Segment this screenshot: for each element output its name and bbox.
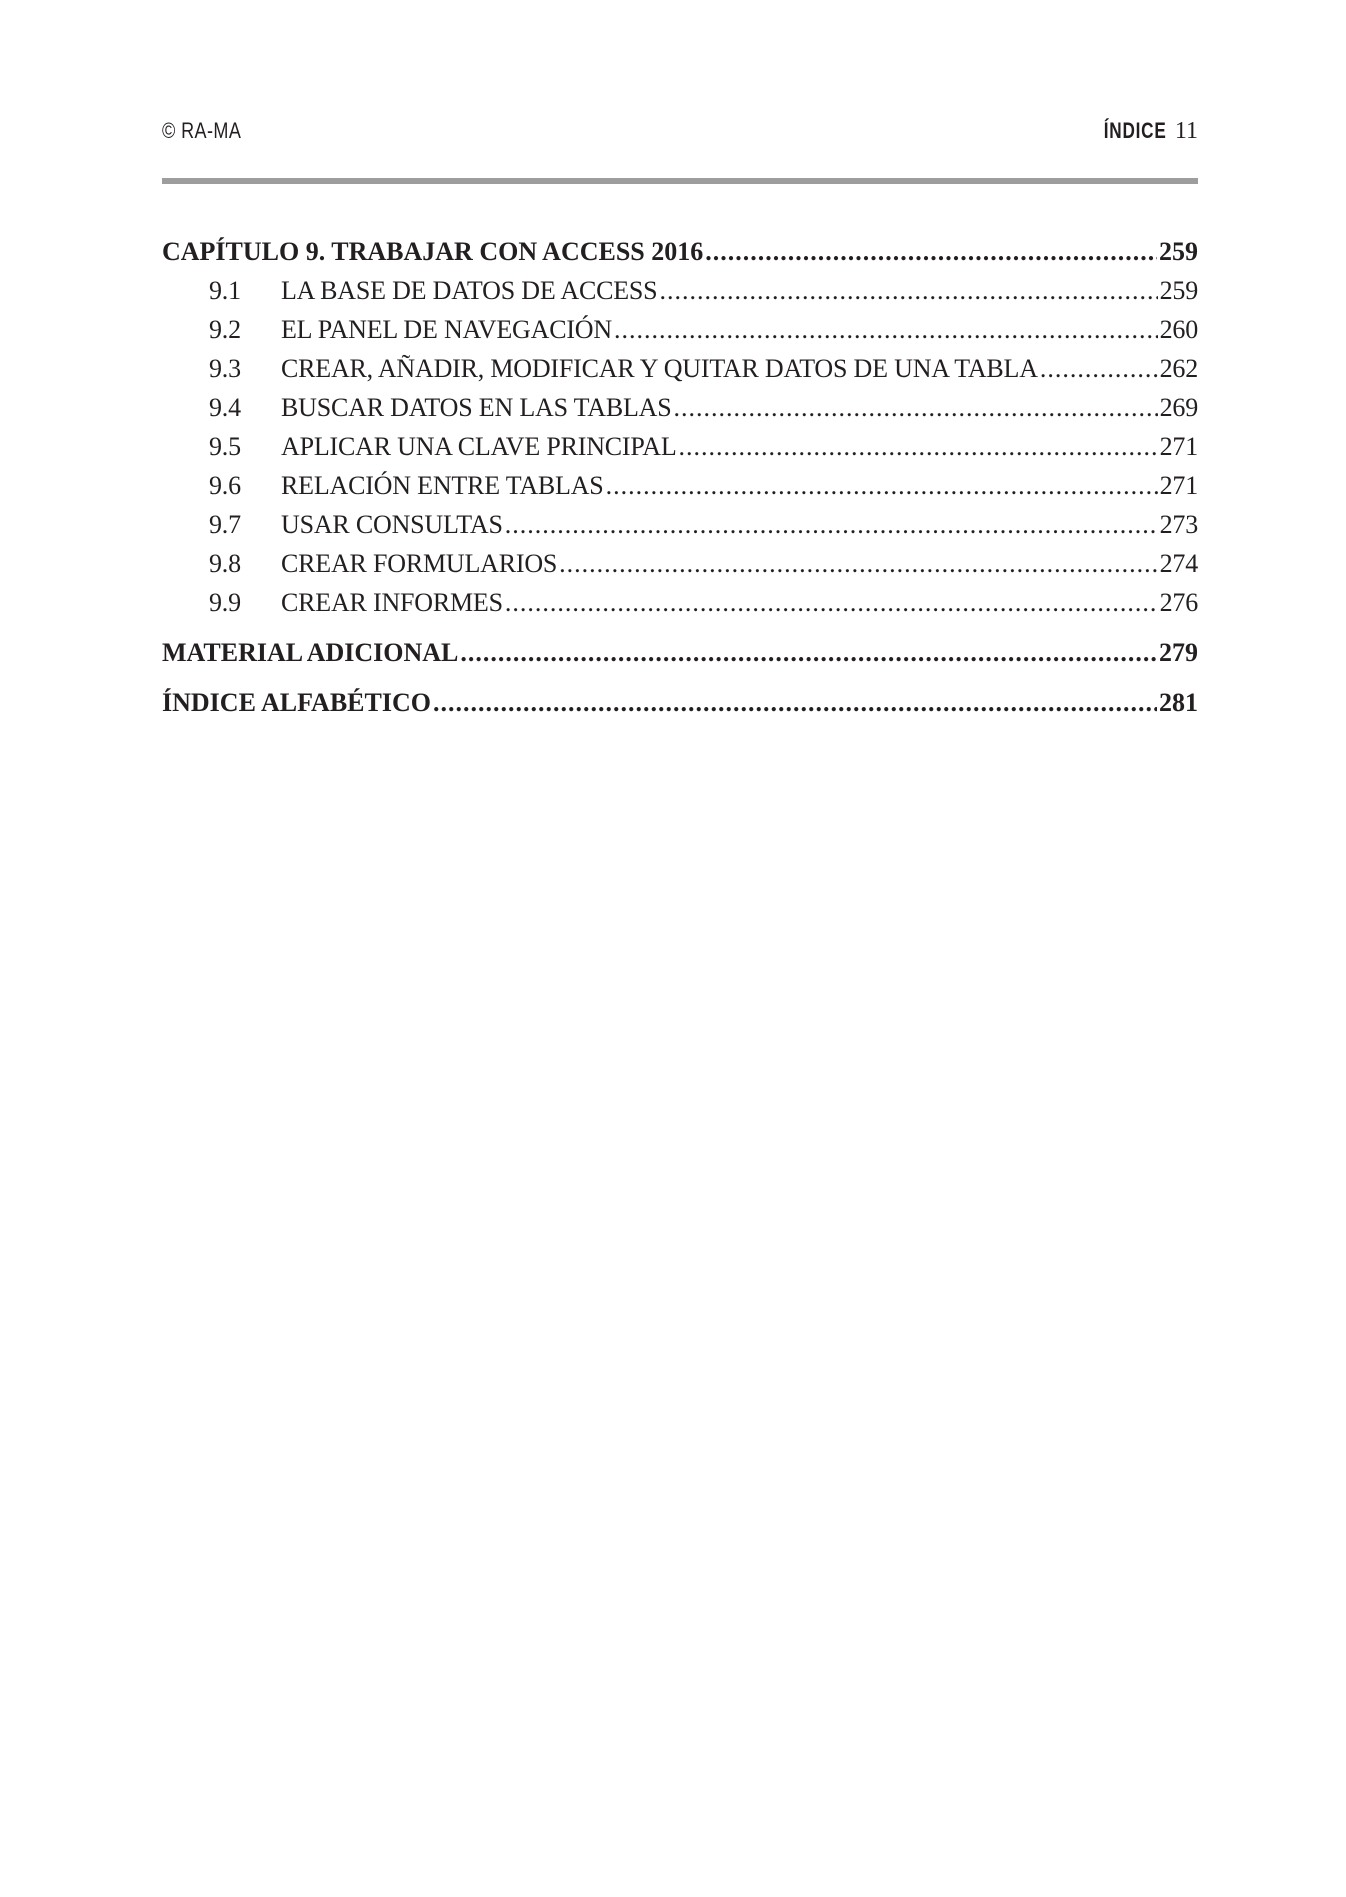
toc-entry-page: 271 [1159,432,1198,461]
toc-section-number: 9.3 [209,354,241,383]
toc-entry-page: 273 [1159,510,1198,539]
toc-entry-title: CAPÍTULO 9. TRABAJAR CON ACCESS 2016 [162,237,704,266]
toc-chapter-entry[interactable] [162,232,1198,271]
toc-dot-leader [679,427,1158,466]
page-header [162,118,1198,152]
toc-section-entry[interactable] [162,349,1198,388]
toc-dot-leader [433,683,1157,722]
toc-entry-title: ÍNDICE ALFABÉTICO [162,688,431,717]
toc-entry-title: CREAR, AÑADIR, MODIFICAR Y QUITAR DATOS DE UNA TABLA [281,354,1038,383]
toc-dot-leader [460,633,1157,672]
toc-entry-title: RELACIÓN ENTRE TABLAS [281,471,604,500]
toc-dot-leader [705,232,1157,271]
toc-section-number: 9.9 [209,588,241,617]
toc-section-number: 9.4 [209,393,241,422]
toc-dot-leader [606,466,1158,505]
header-divider [162,178,1198,184]
toc-entry-page: 260 [1159,315,1198,344]
toc-entry-page: 279 [1159,638,1198,667]
toc-section-number: 9.2 [209,315,241,344]
toc-entry-page: 274 [1159,549,1198,578]
toc-dot-leader [659,271,1157,310]
toc-dot-leader [505,505,1158,544]
toc-section-number: 9.5 [209,432,241,461]
toc-entry-title: APLICAR UNA CLAVE PRINCIPAL [281,432,677,461]
toc-dot-leader [1040,349,1158,388]
toc-entry-title: EL PANEL DE NAVEGACIÓN [281,315,612,344]
toc-section-entry[interactable] [162,466,1198,505]
toc-section-number: 9.8 [209,549,241,578]
toc-entry-page: 259 [1159,276,1198,305]
toc-section-entry[interactable] [162,271,1198,310]
toc-section-entry[interactable] [162,505,1198,544]
toc-entry-page: 276 [1159,588,1198,617]
toc-section-number: 9.1 [209,276,241,305]
toc-dot-leader [614,310,1158,349]
toc-entry-title: CREAR FORMULARIOS [281,549,558,578]
toc-entry-page: 262 [1159,354,1198,383]
toc-entry-page: 259 [1159,237,1198,266]
toc-section-number: 9.6 [209,471,241,500]
toc-dot-leader [559,544,1157,583]
toc-section-entry[interactable] [162,583,1198,622]
toc-section-entry[interactable] [162,544,1198,583]
toc-entry-title: USAR CONSULTAS [281,510,503,539]
toc-section-number: 9.7 [209,510,241,539]
toc-chapter-entry[interactable] [162,633,1198,672]
toc-dot-leader [674,388,1158,427]
page-number: 11 [1174,118,1198,144]
toc-entry-page: 271 [1159,471,1198,500]
toc-dot-leader [505,583,1158,622]
running-head [1086,118,1198,145]
toc-entry-title: CREAR INFORMES [281,588,503,617]
toc-entry-page: 269 [1159,393,1198,422]
toc-section-entry[interactable] [162,388,1198,427]
table-of-contents [162,232,1198,722]
publisher-mark: © RA-MA [162,118,242,143]
toc-entry-page: 281 [1159,688,1198,717]
toc-section-entry[interactable] [162,427,1198,466]
toc-entry-title: MATERIAL ADICIONAL [162,638,459,667]
toc-chapter-entry[interactable] [162,683,1198,722]
toc-section-entry[interactable] [162,310,1198,349]
toc-entry-title: LA BASE DE DATOS DE ACCESS [281,276,658,305]
section-title: ÍNDICE [1104,118,1167,143]
toc-entry-title: BUSCAR DATOS EN LAS TABLAS [281,393,672,422]
